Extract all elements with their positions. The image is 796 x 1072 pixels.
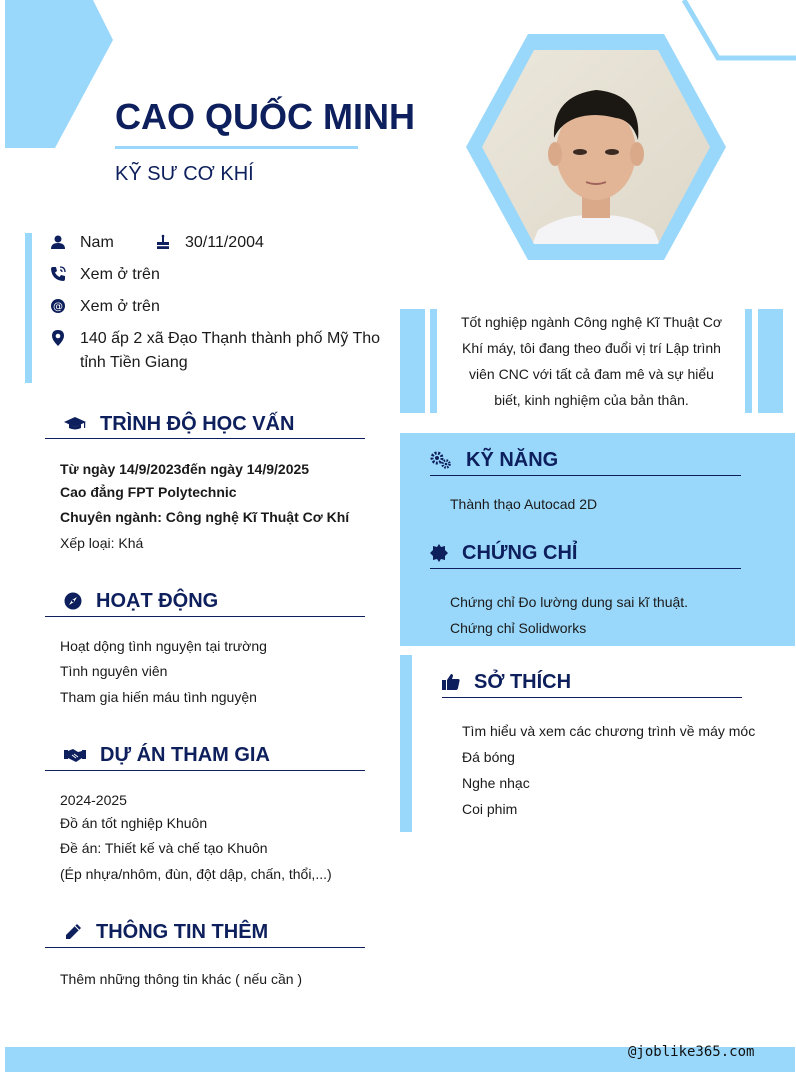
profile-photo [466, 34, 726, 260]
activities-header [64, 586, 218, 616]
compass-icon [64, 592, 82, 610]
activities-divider [45, 616, 365, 617]
user-icon [50, 234, 66, 250]
skills-divider [430, 475, 741, 476]
summary-line: Tốt nghiệp ngành Công nghệ Kĩ Thuật Cơ [460, 314, 723, 330]
extra-text: Thêm những thông tin khác ( nếu cần ) [60, 971, 303, 987]
svg-text:@: @ [53, 301, 63, 313]
address-line-2: tỉnh Tiền Giang [80, 354, 188, 371]
email-value: Xem ở trên [80, 298, 160, 315]
candidate-name: CAO QUỐC MINH [115, 96, 415, 137]
gender-value: Nam [80, 234, 114, 251]
email-row [50, 295, 160, 319]
certificates-title: CHỨNG CHỈ [462, 541, 578, 564]
projects-divider [45, 770, 365, 771]
gender-row [50, 231, 114, 255]
education-school: Cao đẳng FPT Polytechnic [60, 484, 237, 500]
projects-title: DỰ ÁN THAM GIA [100, 743, 270, 766]
career-summary [450, 309, 733, 413]
skill-item: Thành thạo Autocad 2D [450, 496, 598, 512]
certificate-item: Chứng chỉ Solidworks [450, 620, 587, 636]
project-detail: (Ép nhựa/nhôm, đùn, đột dập, chấn, thổi,...) [60, 866, 332, 882]
project-topic: Đề án: Thiết kế và chế tạo Khuôn [60, 840, 268, 856]
hobby-item: Tìm hiểu và xem các chương trình về máy móc [462, 723, 756, 739]
summary-bar-left-outer [400, 309, 425, 413]
handshake-icon [64, 747, 86, 763]
address-text [80, 327, 380, 375]
education-title: TRÌNH ĐỘ HỌC VẤN [100, 412, 295, 435]
summary-bar-right-inner [745, 309, 752, 413]
hobbies-title: SỞ THÍCH [474, 670, 572, 693]
info-accent-bar [25, 233, 32, 383]
education-period: Từ ngày 14/9/2023đến ngày 14/9/2025 [60, 461, 310, 477]
phone-icon [50, 266, 66, 282]
at-icon [50, 298, 66, 314]
activity-item: Hoạt dộng tình nguyện tại trường [60, 638, 267, 654]
education-divider [45, 438, 365, 439]
education-major: Chuyên ngành: Công nghệ Kĩ Thuật Cơ Khí [60, 509, 350, 525]
hobby-item: Đá bóng [462, 749, 515, 765]
summary-line: biết, kinh nghiệm của bản thân. [494, 392, 689, 408]
certificates-divider [430, 568, 741, 569]
map-pin-icon [50, 330, 66, 346]
certificates-header [430, 538, 577, 568]
summary-bar-left-inner [430, 309, 437, 413]
activities-title: HOẠT ĐỘNG [96, 589, 219, 612]
education-grade: Xếp loại: Khá [60, 535, 144, 551]
skills-header [430, 445, 558, 475]
activity-item: Tình nguyên viên [60, 663, 168, 679]
gears-icon [430, 451, 452, 469]
summary-line: viên CNC với tất cả đam mê và sự hiểu [469, 366, 714, 382]
summary-bar-right-outer [758, 309, 783, 413]
cake-icon [155, 234, 171, 250]
extra-divider [45, 947, 365, 948]
hobby-item: Nghe nhạc [462, 775, 530, 791]
activity-item: Tham gia hiến máu tình nguyện [60, 689, 257, 705]
birthday-value: 30/11/2004 [185, 234, 264, 251]
top-left-decoration [5, 0, 115, 148]
skills-title: KỸ NĂNG [466, 448, 559, 471]
address-line-1: 140 ấp 2 xã Đạo Thạnh thành phố Mỹ Tho [80, 330, 381, 347]
badge-icon [430, 544, 448, 562]
phone-row [50, 263, 160, 287]
certificate-item: Chứng chỉ Đo lường dung sai kĩ thuật. [450, 594, 689, 610]
hobbies-divider [442, 697, 742, 698]
address-row [50, 327, 380, 375]
hobbies-header [442, 667, 571, 697]
hobby-item: Coi phim [462, 801, 518, 817]
project-year: 2024-2025 [60, 792, 127, 808]
graduation-cap-icon [64, 416, 86, 432]
extra-header [64, 917, 268, 947]
birthday-row [155, 231, 264, 255]
summary-line: Khí máy, tôi đang theo đuổi vị trí Lập trình [462, 340, 721, 356]
hobbies-accent-bar [400, 655, 412, 832]
projects-header [64, 740, 270, 770]
education-header [64, 409, 294, 439]
phone-value: Xem ở trên [80, 266, 160, 283]
thumbs-up-icon [442, 673, 460, 691]
extra-title: THÔNG TIN THÊM [96, 920, 269, 943]
name-underline [115, 146, 358, 149]
pencil-icon [64, 923, 82, 941]
job-title: KỸ SƯ CƠ KHÍ [115, 163, 254, 185]
footer-watermark: @joblike365.com [628, 1044, 755, 1060]
project-name: Đồ án tốt nghiệp Khuôn [60, 815, 208, 831]
